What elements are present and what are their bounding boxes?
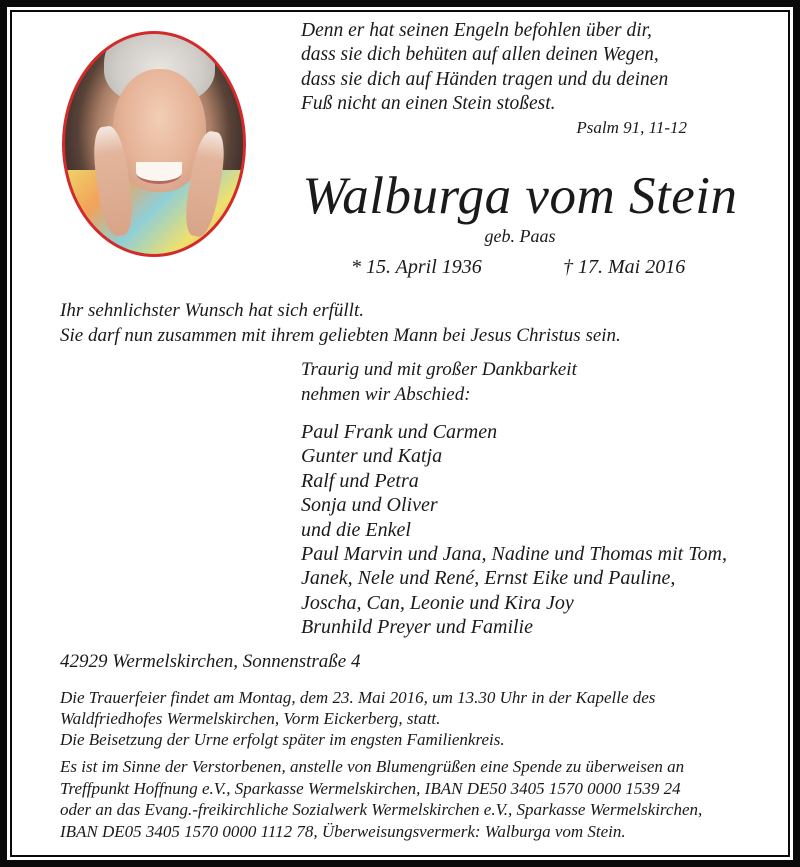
maiden-name: geb. Paas [484,226,556,246]
verse-line: Fuß nicht an einen Stein stoßest. [301,93,556,115]
family-line: Joscha, Can, Leonie und Kira Joy [301,591,574,614]
wish-line: Sie darf nun zusammen mit ihrem geliebten Mann bei Jesus Christus sein. [60,325,621,346]
farewell-text [301,357,577,407]
ceremony-line: Waldfriedhofes Wermelskirchen, Vorm Eickerberg, statt. [60,709,441,728]
verse-line: dass sie dich behüten auf allen deinen Wegen, [301,44,659,66]
farewell-line: Traurig und mit großer Dankbarkeit [301,359,577,380]
verse-reference: Psalm 91, 11-12 [576,118,687,137]
family-line: Paul Marvin und Jana, Nadine und Thomas mit Tom, [301,543,727,566]
ceremony-info [60,687,655,750]
family-list [301,420,727,640]
verse-line: dass sie dich auf Händen tragen und du deinen [301,68,669,90]
family-line: Brunhild Preyer und Familie [301,616,533,639]
donation-info [60,756,702,842]
family-line: Paul Frank und Carmen [301,421,498,443]
verse-line: Denn er hat seinen Engeln befohlen über dir, [301,20,652,41]
donation-line: Es ist im Sinne der Verstorbenen, anstelle von Blumengrüßen eine Spende zu überweisen an [60,757,685,776]
death-date: † 17. Mai 2016 [563,256,686,278]
ceremony-line: Die Trauerfeier findet am Montag, dem 23. Mai 2016, um 13.30 Uhr in der Kapelle des [60,688,656,707]
farewell-line: nehmen wir Abschied: [301,384,471,405]
ceremony-line: Die Beisetzung der Urne erfolgt später im engsten Familienkreis. [60,730,505,749]
family-line: und die Enkel [301,518,411,541]
family-line: Sonja und Oliver [301,494,438,517]
wish-text [60,298,621,348]
donation-line: IBAN DE05 3405 1570 0000 1112 78, Überweisungsvermerk: Walburga vom Stein. [60,821,626,841]
address: 42929 Wermelskirchen, Sonnenstraße 4 [60,651,361,672]
deceased-name: Walburga vom Stein [302,167,738,225]
birth-date: * 15. April 1936 [351,256,482,278]
family-line: Janek, Nele und René, Ernst Eike und Pauline, [301,567,676,590]
family-line: Gunter und Katja [301,445,443,468]
donation-line: Treffpunkt Hoffnung e.V., Sparkasse Wermelskirchen, IBAN DE50 3405 1570 0000 1539 24 [60,778,681,798]
portrait-photo [62,31,246,257]
donation-line: oder an das Evang.-freikirchliche Sozialwerk Wermelskirchen e.V., Sparkasse Wermelskirchen, [60,800,703,819]
family-line: Ralf und Petra [301,469,419,492]
bible-verse [301,19,668,117]
wish-line: Ihr sehnlichster Wunsch hat sich erfüllt. [60,300,364,321]
